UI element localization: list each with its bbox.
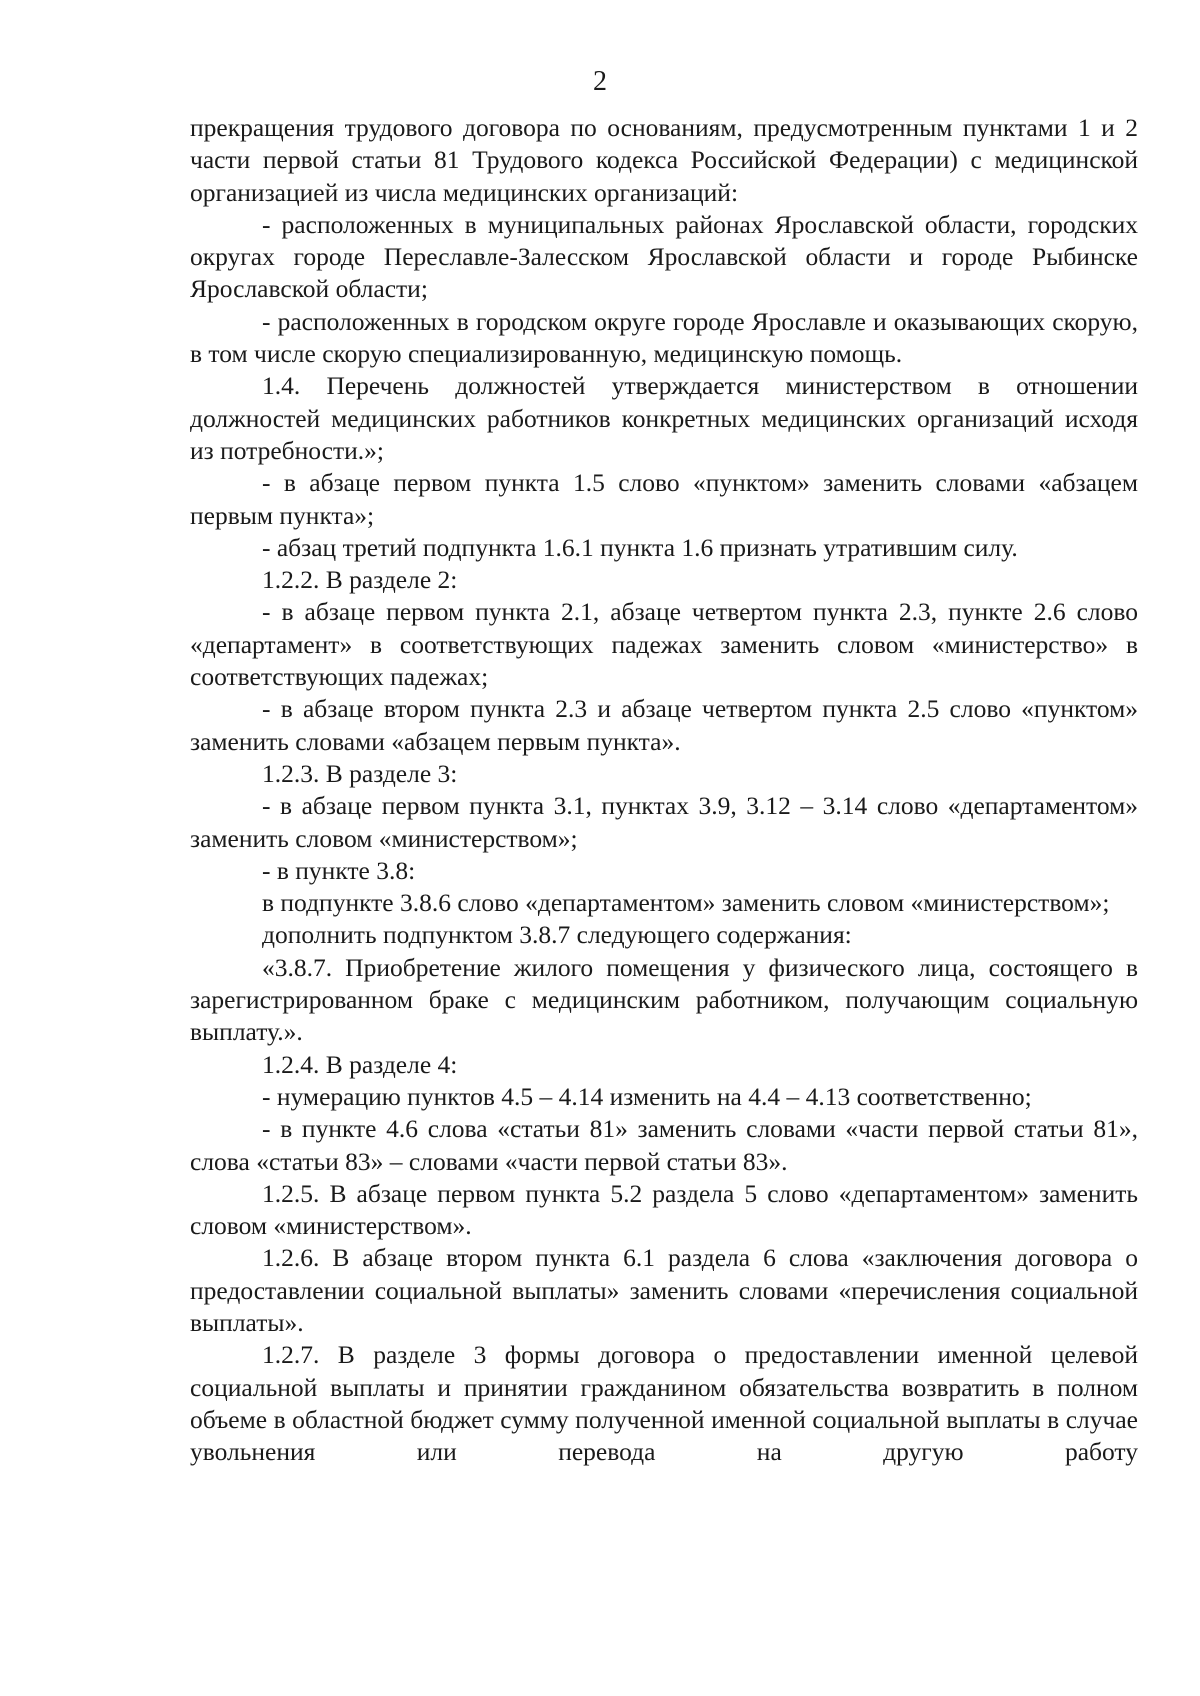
document-body <box>190 112 1138 1468</box>
paragraph: дополнить подпунктом 3.8.7 следующего содержания: <box>262 920 852 950</box>
paragraph: 1.2.4. В разделе 4: <box>262 1049 458 1079</box>
paragraph: - в пункте 4.6 слова «статьи 81» заменить словами «части первой статьи 81», слова «статьи 83» – словами «части первой статьи 83». <box>190 1114 1138 1176</box>
page-number: 2 <box>593 66 607 97</box>
paragraph: прекращения трудового договора по основаниям, предусмотренным пунктами 1 и 2 части первой статьи 81 Трудового кодекса Российской Федерации) с медицинской организацией из числа медицинских организаций: <box>190 113 1138 207</box>
paragraph: «3.8.7. Приобретение жилого помещения у физического лица, состоящего в зарегистрированном браке с медицинским работником, получающим социальную выплату.». <box>190 952 1138 1047</box>
paragraph: - в абзаце первом пункта 1.5 слово «пунктом» заменить словами «абзацем первым пункта»; <box>190 468 1138 530</box>
paragraph: - расположенных в муниципальных районах Ярославской области, городских округах городе Переславле-Залесском Ярославской области и городе Рыбинске Ярославской области; <box>190 209 1138 304</box>
paragraph: 1.4. Перечень должностей утверждается министерством в отношении должностей медицинских работников конкретных медицинских организаций исходя из потребности.»; <box>190 371 1138 465</box>
paragraph: - в абзаце первом пункта 3.1, пунктах 3.9, 3.12 – 3.14 слово «департаментом» заменить словом «министерством»; <box>190 791 1138 853</box>
paragraph: - расположенных в городском округе городе Ярославле и оказывающих скорую, в том числе скорую специализированную, медицинскую помощь. <box>190 306 1138 369</box>
paragraph: 1.2.3. В разделе 3: <box>262 758 458 788</box>
paragraph: 1.2.5. В абзаце первом пункта 5.2 раздела 5 слово «департаментом» заменить словом «министерством». <box>190 1178 1138 1241</box>
paragraph: в подпункте 3.8.6 слово «департаментом» заменить словом «министерством»; <box>262 888 1110 918</box>
paragraph: 1.2.6. В абзаце втором пункта 6.1 раздела 6 слова «заключения договора о предоставлении социальной выплаты» заменить словами «перечисления социальной выплаты». <box>190 1243 1138 1337</box>
paragraph: - нумерацию пунктов 4.5 – 4.14 изменить на 4.4 – 4.13 соответственно; <box>262 1081 1032 1111</box>
paragraph: - в абзаце втором пункта 2.3 и абзаце четвертом пункта 2.5 слово «пунктом» заменить словами «абзацем первым пункта». <box>190 694 1138 756</box>
paragraph: 1.2.2. В разделе 2: <box>262 565 458 595</box>
paragraph: 1.2.7. В разделе 3 формы договора о предоставлении именной целевой социальной выплаты и принятии гражданином обязательства возвратить в полном объеме в областной бюджет сумму полученной именной социальной выплаты в случае увольнения или перевода на другую работу <box>190 1340 1138 1467</box>
paragraph: - абзац третий подпункта 1.6.1 пункта 1.6 признать утратившим силу. <box>262 532 1018 562</box>
paragraph: - в абзаце первом пункта 2.1, абзаце четвертом пункта 2.3, пункте 2.6 слово «департамент» в соответствующих падежах заменить словом «министерство» в соответствующих падежах; <box>190 597 1138 692</box>
paragraph: - в пункте 3.8: <box>262 855 416 885</box>
